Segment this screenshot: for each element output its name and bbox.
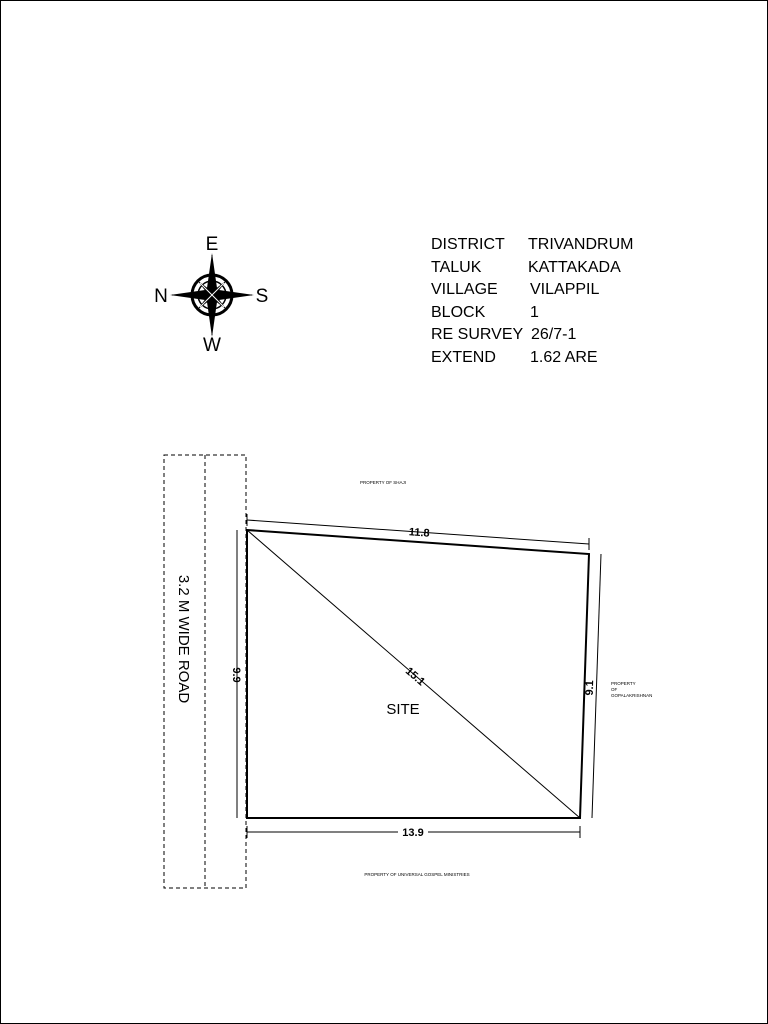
- detail-label: BLOCK: [431, 303, 486, 321]
- detail-label: TALUK: [431, 258, 482, 276]
- detail-label: RE SURVEY: [431, 326, 524, 344]
- detail-value: 1: [530, 303, 539, 321]
- compass-label-west: W: [203, 335, 221, 356]
- adjacent-property-top: PROPERTY OF SHAJI: [359, 480, 407, 485]
- compass-label-east: E: [205, 234, 219, 255]
- detail-value: KATTAKADA: [528, 258, 621, 276]
- adjacent-property-bottom: PROPERTY OF UNIVERSAL GOSPEL MINISTRIES: [364, 872, 470, 877]
- detail-label: EXTEND: [431, 348, 496, 366]
- road-label: 3.2 M WIDE ROAD: [175, 574, 192, 704]
- compass-rose-icon: [170, 253, 254, 337]
- adjacent-property-right-line2: OF: [611, 687, 618, 692]
- dimension-diagonal: 15.1: [402, 665, 427, 689]
- dimension-top: 11.8: [408, 526, 431, 540]
- site-label: SITE: [386, 701, 420, 718]
- adjacent-property-right-line3: GOPALAKRISHNAN: [611, 693, 653, 698]
- detail-value: 1.62 ARE: [530, 348, 598, 366]
- detail-value: TRIVANDRUM: [528, 236, 634, 253]
- dimension-right: 9.1: [583, 680, 597, 696]
- compass-label-south: S: [255, 286, 269, 307]
- detail-label: VILLAGE: [431, 281, 498, 299]
- dimension-left: 9.9: [230, 667, 242, 683]
- detail-value: VILAPPIL: [530, 281, 600, 299]
- dimension-bottom: 13.9: [402, 827, 424, 839]
- detail-value: 26/7-1: [531, 326, 577, 344]
- adjacent-property-right-line1: PROPERTY: [611, 681, 636, 686]
- detail-label: DISTRICT: [431, 236, 505, 253]
- compass-label-north: N: [154, 286, 168, 307]
